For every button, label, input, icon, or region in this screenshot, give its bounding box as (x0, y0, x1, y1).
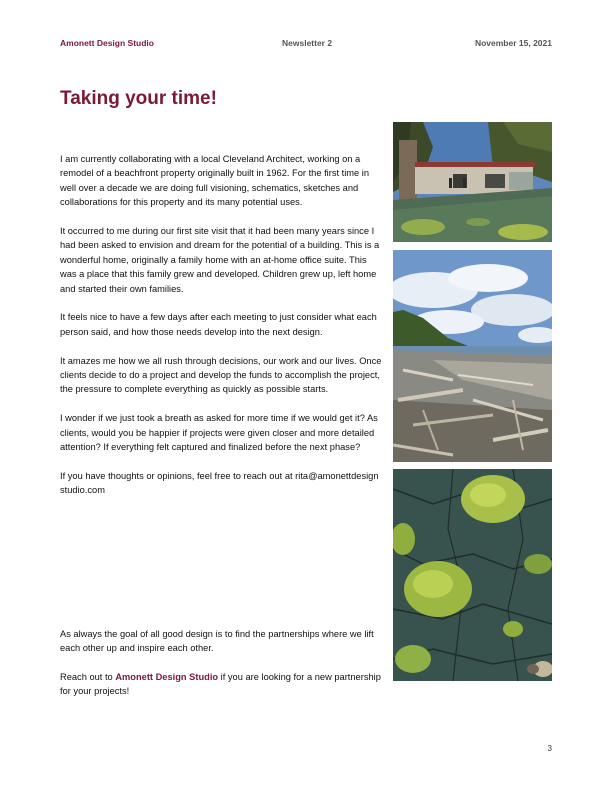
article-body (60, 152, 382, 512)
header-date: November 15, 2021 (474, 38, 552, 48)
reach-brand-name: Amonett Design Studio (115, 672, 219, 682)
reach-prefix: Reach out to (60, 672, 116, 682)
paragraph-collaboration: I am currently collaborating with a local Cleveland Architect, working on a remodel of a beachfront property originally built in 1962. For the first time in well over a decade we are doing full visioning, schematics, sketches and collaborations for this property and its many potential uses. (60, 154, 370, 208)
page-title: Taking your time! (60, 88, 217, 109)
photo-driftwood-beach (393, 250, 552, 462)
photo-moss-close-up (393, 469, 552, 681)
paragraph-site-visit: It occurred to me during our first site visit that it had been many years since I had been asked to envision and dream for the potential of a building. This is a wonderful home, originally a family home with an at-home office suite. This was a place that this family grew and developed. Children grew up, left home and started their own families. (60, 226, 380, 294)
paragraph-breath: I wonder if we just took a breath as asked for more time if we would get it? As clients, would you be happier if projects were given closer and more detailed attention? If everything felt captured and finalized before the next phase? (60, 413, 378, 453)
paragraph-meetings: It feels nice to have a few days after each meeting to just consider what each person said, and how those needs develop into the next design. (60, 312, 377, 337)
paragraph-goal: As always the goal of all good design is to find the partnerships where we lift each other up and inspire each other. (60, 629, 374, 654)
header-newsletter-label: Newsletter 2 (282, 38, 333, 48)
page-number: 3 (547, 744, 552, 753)
paragraph-contact: If you have thoughts or opinions, feel free to reach out at rita@amonettdesign studio.com (60, 470, 379, 496)
photo-beachfront-building (393, 122, 552, 242)
paragraph-rush: It amazes me how we all rush through decisions, our work and our lives. Once clients decide to do a project and develop the funds to accomplish the project, the pressure to complete everything as quickly as possible starts. (60, 355, 382, 395)
header-studio-name: Amonett Design Studio (60, 38, 154, 48)
paragraph-reach-out (60, 670, 382, 699)
reach-suffix: if you are looking for a new partnership for your projects! (60, 672, 381, 697)
